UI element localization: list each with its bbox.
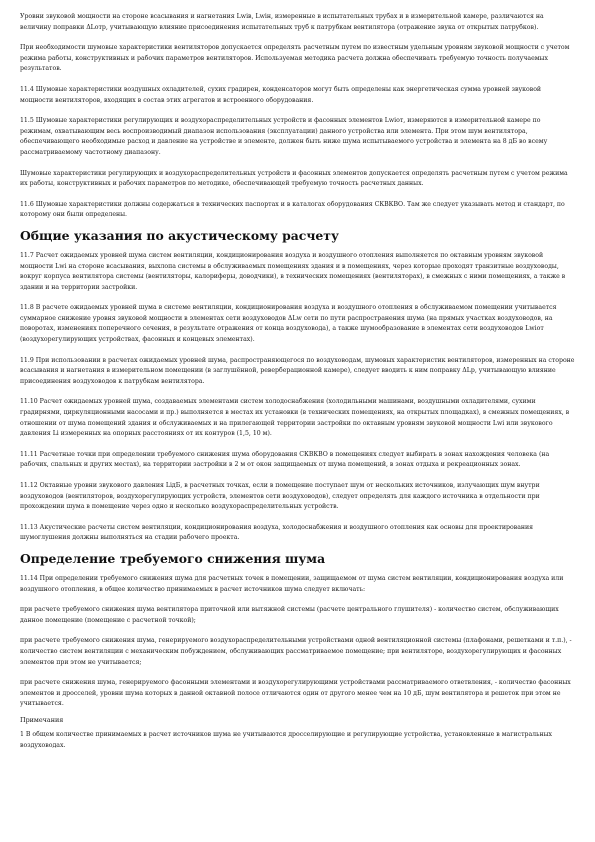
paragraph-11-10: 11.10 Расчет ожидаемых уровней шума, создаваемых элементами систем холодоснабжения (холодильными машинами, воздушными охладителями, сухими градирнями, циркуляционными насосами и пр.) выполняется в местах их установки (в технических помещениях, на открытых площадках), в смежных помещениях, в отношении от шума помещений здания и обслуживаемых и на прилегающей территории застройки по октавным уровням звуковой мощности Lwi или звукового давления Li измеренных на опорных расстояниях от их контуров (1,5, 10 м).: [20, 398, 570, 438]
paragraph-11-6: 11.6 Шумовые характеристики должны содержаться в технических паспортах и в каталогах оборудования СКВКВО. Там же следует указывать метод и стандарт, по которому они были определены.: [20, 200, 565, 219]
note-1: 1 В общем количестве принимаемых в расчет источников шума не учитываются дросселирующие и регулирующие устройства, установленные в магистральных воздуховодах.: [20, 730, 552, 749]
section-heading-general: Общие указания по акустическому расчету: [20, 227, 339, 243]
paragraph-11-13: 11.13 Акустические расчеты систем вентиляции, кондиционирования воздуха, холодоснабжения и воздушного отопления как основы для проектирования шумоглушения должны выполняться на стадии рабочего проекта.: [20, 523, 534, 542]
paragraph-11-11: 11.11 Расчетные точки при определении требуемого снижения шума оборудования СКВКВО в помещениях следует выбирать в зонах нахождения человека (на рабочих, спальных и других местах), на территории застройки в 2 м от окон защищаемых от шума помещений, в зонах отдыха и рекреационных зонах.: [20, 450, 550, 469]
paragraph-11-14: 11.14 При определении требуемого снижения шума для расчетных точек в помещении, защищаемом от шума систем вентиляции, кондиционирования воздуха или воздушного отопления, в общее количество принимаемых в расчет источников шума следует включать:: [20, 574, 564, 593]
list-item-air-distributors: при расчете требуемого снижения шума, генерируемого воздухораспределительными устройствами одной вентиляционной системы (плафонами, решетками и т.п.), - количество систем вентиляции с механическим побуждением, обслуживающих рассматриваемое помещение; при вентиляторе, воздухорегулирующих и фасонных элементов при этом не учитывается;: [20, 637, 572, 666]
notes-heading: Примечания: [20, 715, 64, 724]
paragraph-11-4: 11.4 Шумовые характеристики воздушных охладителей, сухих градирен, конденсаторов могут быть определены как энергетическая сумма уровней звуковой мощности вентиляторов, входящих в состав этих агрегатов и встроенного оборудования.: [20, 85, 542, 104]
section-heading-required-reduction: Определение требуемого снижения шума: [20, 550, 326, 566]
paragraph-11-7: 11.7 Расчет ожидаемых уровней шума систем вентиляции, кондиционирования воздуха и воздушного отопления выполняется по октавным уровням звуковой мощности Lwi на стороне всасывания, выхлопа системы в обслуживаемых помещениях здания и в помещениях, через которые проходят транзитные воздуховоды, вокруг корпуса вентилятора системы (вентиляторы, калориферы, доводчики), в технических помещениях (вентиляторах), в смежных с ними помещениях, а также в здании и на территории застройки.: [20, 251, 566, 291]
paragraph-intro-2: При необходимости шумовые характеристики вентиляторов допускается определять расчетным путем по известным удельным уровням звуковой мощности с учетом режима работы, конструктивных и рабочих параметров вентиляторов. Используемая методика расчета должна обеспечивать требуемую точность получаемых результатов.: [20, 44, 570, 73]
paragraph-11-9: 11.9 При использовании в расчетах ожидаемых уровней шума, распространяющегося по воздуховодам, шумовых характеристик вентиляторов, измеренных на стороне всасывания и нагнетания в измерительном помещении (в заглушённой, реверберационной камере), следует вводить к ним поправку ΔLp, учитывающую влияние присоединения воздуховодов к патрубкам вентилятора.: [20, 356, 575, 385]
list-item-fittings: при расчете снижения шума, генерируемого фасонными элементами и воздухорегулирующими устройствами рассматриваемого ответвления, - количество фасонных элементов и дросселей, уровни шума которых в данной октавной полосе отличаются один от другого менее чем на 10 дБ, шум вентилятора и решеток при этом не учитывается.: [20, 679, 571, 708]
paragraph-11-5-continued: Шумовые характеристики регулирующих и воздухораспределительных устройств и фасонных элементов допускается определять расчетным путем с учетом режима их работы, конструктивных и рабочих параметров по методике, обеспечивающей требуемую точность расчетных данных.: [20, 169, 568, 188]
paragraph-11-8: 11.8 В расчете ожидаемых уровней шума в системе вентиляции, кондиционирования воздуха и воздушного отопления в обслуживаемом помещении учитывается суммарное снижение уровня звуковой мощности в элементах сети воздуховодов ΔLw сети по пути распространения шума (на прямых участках воздуховодов, на поворотах, изменениях поперечного сечения, в результате отражения от конца воздуховода), а также шумообразование в элементах сети воздуховодов Lwiот (воздухорегулирующих устройствах, фасонных и концевых элементах).: [20, 304, 557, 344]
paragraph-11-5: 11.5 Шумовые характеристики регулирующих и воздухораспределительных устройств и фасонных элементов Lwiот, измеряются в измерительной камере по режимам, охватывающим весь воспроизводимый диапазон использования (эксплуатации) данного устройства или элемента. При этом шум вентилятора, обеспечивающего необходимые расход и давление на устройстве и элементе, должен быть ниже шума испытываемого устройства и элемента на 8 дБ во всему рассматриваемому частотному диапазону.: [20, 117, 548, 156]
paragraph-11-12: 11.12 Октавные уровни звукового давления LiдБ, в расчетных точках, если в помещение поступает шум от нескольких источников, излучающих шум внутри воздуховодов (вентиляторов, воздухорегулирующих устройств, элементов сети воздуховодов), следует определять для каждого источника в отдельности при прохождении шума в помещение через одно и несколько воздухораспределительных устройств.: [20, 482, 540, 511]
paragraph-intro-1: Уровни звуковой мощности на стороне всасывания и нагнетания Lwiв, Lwiн, измеренные в испытательных трубах и в измерительной камере, различаются на величину поправки ΔLотр, учитывающую влияние присоединения испытательных труб к патрубкам вентилятора (отражение звука от открытых патрубков).: [20, 13, 544, 31]
list-item-fan-system: при расчете требуемого снижения шума вентилятора приточной или вытяжной системы (расчете центрального глушителя) - количество систем, обслуживающих данное помещение (помещение с расчетной точкой);: [20, 606, 559, 624]
